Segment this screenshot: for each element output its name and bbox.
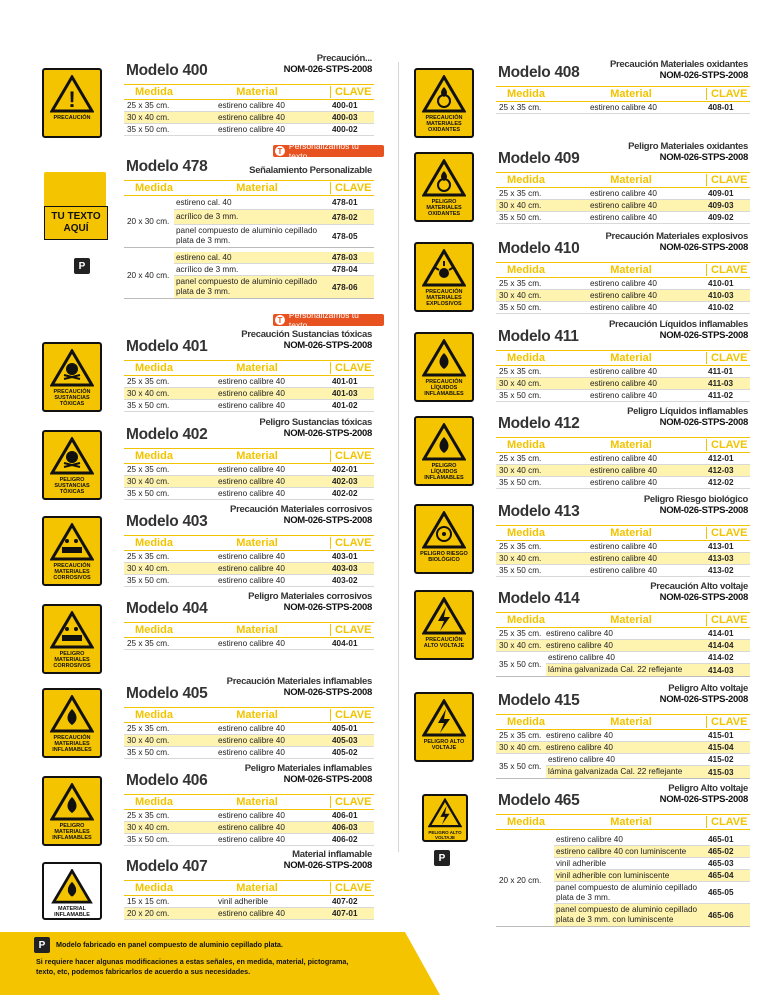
sign-label: PELIGRO ALTO VOLTAJE — [428, 830, 462, 840]
flame-icon — [422, 423, 466, 461]
table-header: Medida Material CLAVE — [124, 360, 374, 376]
model-desc: Peligro Líquidos inflamables NOM-026-STPS-2008 — [627, 406, 748, 428]
model-desc: Precaución Líquidos inflamables NOM-026-STPS-2008 — [608, 319, 748, 341]
table-row: 25 x 35 cm. estireno calibre 40 406-01 — [124, 810, 374, 822]
svg-text:!: ! — [68, 87, 76, 112]
sign-409 — [414, 152, 474, 222]
sign-label: PELIGRO RIESGO BIOLÓGICO — [420, 551, 468, 563]
model-415 — [496, 682, 750, 779]
table-header: Medida Material CLAVE — [124, 180, 374, 196]
t-icon: T — [275, 315, 285, 325]
table-row: 35 x 50 cm. estireno calibre 40 412-02 — [496, 477, 750, 489]
model-name: Modelo 403 — [126, 513, 208, 530]
table-header: Medida Material CLAVE — [496, 262, 750, 278]
model-name: Modelo 409 — [498, 150, 580, 167]
model-414 — [496, 580, 750, 677]
footer-line3: texto, etc, podemos fabricarlos de acuerdo a sus necesidades. — [36, 967, 251, 976]
table-header: Medida Material CLAVE — [496, 437, 750, 453]
sign-label: PRECAUCIÓN ALTO VOLTAJE — [423, 637, 465, 649]
model-name: Modelo 415 — [498, 692, 580, 709]
table-header: Medida Material CLAVE — [496, 350, 750, 366]
table-row: 25 x 35 cm. estireno calibre 40 410-01 — [496, 278, 750, 290]
skull-icon — [50, 349, 94, 387]
left-column — [0, 0, 384, 930]
table-row: estireno cal. 40 478-03 — [174, 252, 374, 264]
model-desc: Peligro Riesgo biológico NOM-026-STPS-2008 — [643, 494, 748, 516]
table-row: lámina galvanizada Cal. 22 reflejante 414-03 — [546, 664, 750, 676]
sign-410 — [414, 242, 474, 312]
tu-texto-line1: TU TEXTO — [51, 211, 101, 222]
model-desc: Peligro Materiales oxidantes NOM-026-STPS-2008 — [628, 141, 748, 163]
model-name: Modelo 400 — [126, 62, 208, 79]
table-row: 35 x 50 cm. estireno calibre 40 405-02 — [124, 747, 374, 759]
skull-icon — [50, 437, 94, 475]
table-row: 35 x 50 cm. estireno calibre 40 401-02 — [124, 400, 374, 412]
model-name: Modelo 413 — [498, 503, 580, 520]
table-row: 35 x 50 cm. estireno calibre 40 410-02 — [496, 302, 750, 314]
model-name: Modelo 401 — [126, 338, 208, 355]
table-header: Medida Material CLAVE — [496, 714, 750, 730]
model-406 — [124, 762, 374, 846]
table-row: 25 x 35 cm. estireno calibre 40 414-01 — [496, 628, 750, 640]
sign-406 — [42, 776, 102, 846]
table-row: 30 x 40 cm. estireno calibre 40 410-03 — [496, 290, 750, 302]
table-row: 30 x 40 cm. estireno calibre 40 413-03 — [496, 553, 750, 565]
sign-label: PRECAUCIÓN MATERIALES EXPLOSIVOS — [425, 289, 463, 307]
table-row: 25 x 35 cm. estireno calibre 40 401-01 — [124, 376, 374, 388]
table-row: 25 x 35 cm. estireno calibre 40 405-01 — [124, 723, 374, 735]
table-row: 30 x 40 cm. estireno calibre 40 415-04 — [496, 742, 750, 754]
model-desc: Precaución Alto voltaje NOM-026-STPS-2008 — [650, 581, 748, 603]
sign-label: PRECAUCIÓN SUSTANCIAS TÓXICAS — [53, 389, 91, 407]
model-403 — [124, 503, 374, 587]
table-row: 35 x 50 cm. estireno calibre 40 402-02 — [124, 488, 374, 500]
sign-407 — [42, 862, 102, 920]
model-name: Modelo 411 — [498, 328, 579, 345]
model-name: Modelo 407 — [126, 858, 208, 875]
model-413 — [496, 493, 750, 577]
model-name: Modelo 402 — [126, 426, 208, 443]
table-row: 35 x 50 cm. estireno calibre 40 409-02 — [496, 212, 750, 224]
model-desc: Señalamiento Personalizable — [249, 165, 372, 176]
sign-405 — [42, 688, 102, 758]
right-column — [384, 0, 768, 930]
model-name: Modelo 404 — [126, 600, 208, 617]
sign-label: PELIGRO SUSTANCIAS TÓXICAS — [54, 477, 90, 495]
table-row: 30 x 40 cm. estireno calibre 40 411-03 — [496, 378, 750, 390]
table-row: panel compuesto de aluminio cepillado plata de 3 mm. con luminiscente 465-06 — [554, 904, 750, 926]
table-row: estireno calibre 40 con luminiscente 465-02 — [554, 846, 750, 858]
size-group: 20 x 30 cm. estireno cal. 40 478-01 acrílico de 3 mm. 478-02 panel compuesto de aluminio cepillado plata de 3 mm. 478-05 — [124, 196, 374, 248]
table-row: 30 x 40 cm. estireno calibre 40 405-03 — [124, 735, 374, 747]
footer-line2: Si requiere hacer algunas modificaciones a estas señales, en medida, material, pictograma, — [36, 957, 349, 966]
model-desc: Material inflamable NOM-026-STPS-2008 — [283, 849, 372, 871]
sign-465 — [422, 794, 468, 842]
table-row: 25 x 35 cm. estireno calibre 40 402-01 — [124, 464, 374, 476]
model-401 — [124, 328, 374, 412]
model-name: Modelo 405 — [126, 685, 208, 702]
personaliza-badge[interactable]: T Personalizamos tu texto — [273, 314, 384, 326]
model-name: Modelo 465 — [498, 792, 580, 809]
sign-label: PELIGRO ALTO VOLTAJE — [423, 739, 465, 751]
table-row: 25 x 35 cm. estireno calibre 40 412-01 — [496, 453, 750, 465]
table-row: panel compuesto de aluminio cepillado plata de 3 mm. 465-05 — [554, 882, 750, 904]
table-row: 25 x 35 cm. estireno calibre 40 413-01 — [496, 541, 750, 553]
corrosive-icon — [50, 611, 94, 649]
table-row: 25 x 35 cm. estireno calibre 40 404-01 — [124, 638, 374, 650]
model-407 — [124, 848, 374, 920]
flame-icon — [422, 339, 466, 377]
model-name: Modelo 478 — [126, 158, 208, 175]
sign-413 — [414, 504, 474, 574]
t-icon: T — [275, 146, 285, 156]
table-row: estireno calibre 40 414-02 — [546, 652, 750, 664]
table-row: 35 x 50 cm. estireno calibre 40 411-02 — [496, 390, 750, 402]
sign-408 — [414, 68, 474, 138]
sign-label: PRECAUCIÓN — [53, 115, 91, 121]
explosion-icon — [422, 249, 466, 287]
table-row: 35 x 50 cm. estireno calibre 40 400-02 — [124, 124, 374, 136]
model-411 — [496, 318, 750, 402]
table-row: 30 x 40 cm. estireno calibre 40 414-04 — [496, 640, 750, 652]
table-row: estireno calibre 40 465-01 — [554, 834, 750, 846]
table-header: Medida Material CLAVE — [124, 535, 374, 551]
table-row: 30 x 40 cm. estireno calibre 40 401-03 — [124, 388, 374, 400]
footer-band — [0, 930, 768, 995]
footer-line1: Modelo fabricado en panel compuesto de aluminio cepillado plata. — [56, 940, 283, 949]
model-desc: Precaución Sustancias tóxicas NOM-026-STPS-2008 — [241, 329, 372, 351]
size-group: 35 x 50 cm. estireno calibre 40 415-02 lámina galvanizada Cal. 22 reflejante 415-03 — [496, 754, 750, 779]
table-row: 20 x 20 cm. estireno calibre 40 407-01 — [124, 908, 374, 920]
model-name: Modelo 412 — [498, 415, 580, 432]
table-row: vinil adherible 465-03 — [554, 858, 750, 870]
table-row: panel compuesto de aluminio cepillado plata de 3 mm. 478-05 — [176, 226, 358, 245]
sign-label: PELIGRO LÍQUIDOS INFLAMABLES — [424, 463, 464, 481]
table-row: 25 x 35 cm. estireno calibre 40 411-01 — [496, 366, 750, 378]
model-405 — [124, 675, 374, 759]
table-row: 30 x 40 cm. estireno calibre 40 412-03 — [496, 465, 750, 477]
model-402 — [124, 416, 374, 500]
tu-texto-line2: AQUÍ — [63, 223, 89, 234]
model-465 — [496, 782, 750, 927]
sign-400 — [42, 68, 102, 138]
sign-402 — [42, 430, 102, 500]
table-header: Medida Material CLAVE — [496, 525, 750, 541]
table-row: estireno calibre 40 415-02 — [546, 754, 750, 766]
flame-icon — [50, 783, 94, 821]
table-header: Medida Material CLAVE — [124, 880, 374, 896]
sign-415 — [414, 692, 474, 762]
table-header: Medida Material CLAVE — [496, 612, 750, 628]
table-row: vinil adherible con luminiscente 465-04 — [554, 870, 750, 882]
table-row: 35 x 50 cm. estireno calibre 40 403-02 — [124, 575, 374, 587]
oxidizer-icon — [422, 159, 466, 197]
p-badge: P — [74, 258, 90, 274]
model-409 — [496, 140, 750, 224]
p-badge: P — [34, 937, 50, 953]
size-group: 20 x 20 cm. estireno calibre 40 465-01 estireno calibre 40 con luminiscente 465-02 vinil adherible 465-03 vinil adherible con luminiscente 465-04 panel compuesto de aluminio cepillado plata de 3 mm. 465-05 panel compuesto de aluminio cepillado plata de 3 mm. con luminiscente 465-06 — [496, 834, 750, 927]
table-row: 15 x 15 cm. vinil adherible 407-02 — [124, 896, 374, 908]
table-row: 30 x 40 cm. estireno calibre 40 402-03 — [124, 476, 374, 488]
model-desc: Precaución Materiales explosivos NOM-026-STPS-2008 — [605, 231, 748, 253]
model-desc: Peligro Materiales inflamables NOM-026-STPS-2008 — [244, 763, 372, 785]
table-row: 25 x 35 cm. estireno calibre 40 409-01 — [496, 188, 750, 200]
sign-label: PELIGRO MATERIALES CORROSIVOS — [53, 651, 91, 669]
table-header: Medida Material CLAVE — [124, 622, 374, 638]
table-row: 35 x 50 cm. estireno calibre 40 406-02 — [124, 834, 374, 846]
table-row: 25 x 35 cm. estireno calibre 40 403-01 — [124, 551, 374, 563]
model-name: Modelo 406 — [126, 772, 208, 789]
sign-label: PRECAUCIÓN MATERIALES OXIDANTES — [425, 115, 463, 133]
model-478 — [124, 156, 374, 299]
lightning-icon — [422, 699, 466, 737]
table-header: Medida Material CLAVE — [124, 448, 374, 464]
table-row: 25 x 35 cm. estireno calibre 40 415-01 — [496, 730, 750, 742]
table-row: 25 x 35 cm. estireno calibre 40 408-01 — [496, 102, 750, 114]
table-row: 25 x 35 cm. estireno calibre 40 400-01 — [124, 100, 374, 112]
table-row: 30 x 40 cm. estireno calibre 40 409-03 — [496, 200, 750, 212]
model-404 — [124, 590, 374, 650]
model-desc: Peligro Materiales corrosivos NOM-026-STPS-2008 — [248, 591, 372, 613]
size-group: 20 x 40 cm. estireno cal. 40 478-03 acrílico de 3 mm. 478-04 panel compuesto de aluminio cepillado plata de 3 mm. 478-06 — [124, 252, 374, 299]
model-412 — [496, 405, 750, 489]
table-row: 35 x 50 cm. estireno calibre 40 413-02 — [496, 565, 750, 577]
model-name: Modelo 414 — [498, 590, 580, 607]
model-name: Modelo 410 — [498, 240, 580, 257]
corrosive-icon — [50, 523, 94, 561]
table-header: Medida Material CLAVE — [496, 172, 750, 188]
biohazard-icon — [422, 511, 466, 549]
sign-label: PRECAUCIÓN MATERIALES INFLAMABLES — [52, 735, 92, 753]
model-desc: Peligro Sustancias tóxicas NOM-026-STPS-2008 — [259, 417, 372, 439]
model-name: Modelo 408 — [498, 64, 580, 81]
lightning-icon — [428, 798, 462, 828]
model-desc: Precaución Materiales inflamables NOM-026-STPS-2008 — [226, 676, 372, 698]
sign-401 — [42, 342, 102, 412]
model-desc: Peligro Alto voltaje NOM-026-STPS-2008 — [659, 783, 748, 805]
sign-label: PRECAUCIÓN MATERIALES CORROSIVOS — [53, 563, 91, 581]
p-badge: P — [434, 850, 450, 866]
lightning-icon — [422, 597, 466, 635]
sign-403 — [42, 516, 102, 586]
model-desc: Precaución Materiales corrosivos NOM-026-STPS-2008 — [230, 504, 372, 526]
table-row: acrílico de 3 mm. 478-02 — [174, 210, 374, 225]
table-row: 30 x 40 cm. estireno calibre 40 406-03 — [124, 822, 374, 834]
model-408 — [496, 58, 750, 114]
oxidizer-icon — [422, 75, 466, 113]
table-row: estireno cal. 40 478-01 — [174, 196, 374, 210]
table-header: Medida Material CLAVE — [496, 86, 750, 102]
table-header: Medida Material CLAVE — [124, 707, 374, 723]
table-row: 30 x 40 cm. estireno calibre 40 403-03 — [124, 563, 374, 575]
model-desc: Peligro Alto voltaje NOM-026-STPS-2008 — [659, 683, 748, 705]
sign-411 — [414, 332, 474, 402]
size-group: 35 x 50 cm. estireno calibre 40 414-02 lámina galvanizada Cal. 22 reflejante 414-03 — [496, 652, 750, 677]
table-row: panel compuesto de aluminio cepillado plata de 3 mm. 478-06 — [174, 276, 374, 298]
flame-icon — [50, 869, 94, 904]
model-410 — [496, 230, 750, 314]
table-row: lámina galvanizada Cal. 22 reflejante 415-03 — [546, 766, 750, 778]
table-header: Medida Material CLAVE — [124, 794, 374, 810]
tu-texto-label — [44, 206, 108, 240]
sign-414 — [414, 590, 474, 660]
table-header: Medida Material CLAVE — [124, 84, 374, 100]
sign-412 — [414, 416, 474, 486]
sign-label: PELIGRO MATERIALES OXIDANTES — [426, 199, 462, 217]
flame-icon — [50, 695, 94, 733]
personaliza-badge[interactable]: T Personalizamos tu texto — [273, 145, 384, 157]
table-header: Medida Material CLAVE — [496, 814, 750, 830]
sign-label: PELIGRO MATERIALES INFLAMABLES — [52, 823, 92, 841]
sign-label: PRECAUCIÓN LÍQUIDOS INFLAMABLES — [424, 379, 464, 397]
table-row: acrílico de 3 mm. 478-04 — [174, 264, 374, 276]
model-desc: Precaución... NOM-026-STPS-2008 — [283, 53, 372, 75]
model-400 — [124, 52, 374, 136]
warning-triangle-icon — [50, 75, 94, 113]
sign-label: MATERIAL INFLAMABLE — [54, 906, 90, 918]
table-row: 30 x 40 cm. estireno calibre 40 400-03 — [124, 112, 374, 124]
model-desc: Precaución Materiales oxidantes NOM-026-STPS-2008 — [609, 59, 748, 81]
sign-404 — [42, 604, 102, 674]
